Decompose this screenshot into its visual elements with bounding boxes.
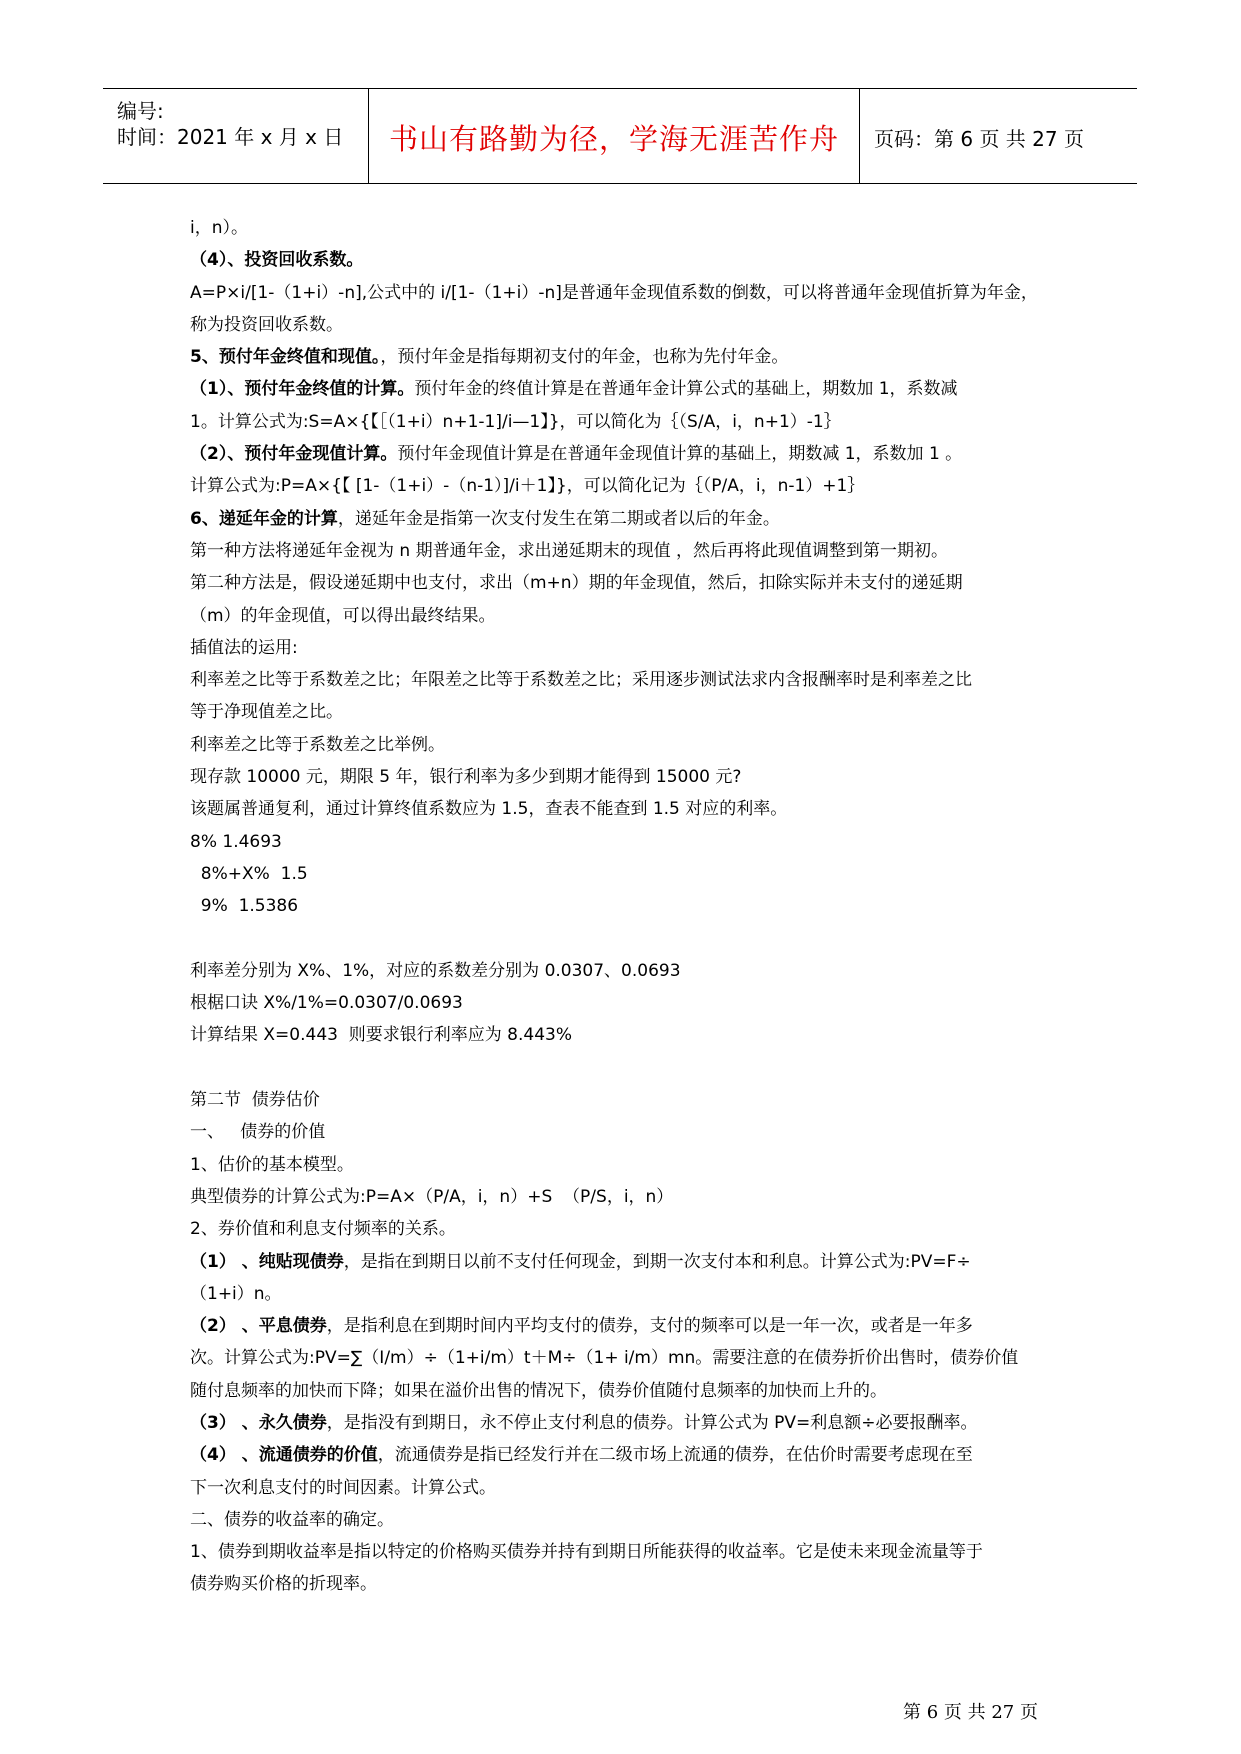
text-line — [190, 406, 1060, 438]
text-line — [190, 1407, 1060, 1439]
text-line — [190, 535, 1060, 567]
bold-heading: （4）、投资回收系数。 — [190, 250, 364, 271]
line-text: 等于净现值差之比。 — [190, 702, 343, 723]
text-line — [190, 1375, 1060, 1407]
line-text: ，是指没有到期日，永不停止支付利息的债券。计算公式为 PV=利息额÷必要报酬率。 — [326, 1412, 978, 1433]
bold-heading: （4） 、流通债券的价值 — [190, 1445, 378, 1466]
text-line — [190, 438, 1060, 470]
text-line — [190, 858, 1060, 890]
line-text: ，递延年金是指第一次支付发生在第二期或者以后的年金。 — [337, 508, 780, 529]
line-text: 8%+X% 1.5 — [190, 863, 308, 884]
line-text: 利率差之比等于系数差之比；年限差之比等于系数差之比；采用逐步测试法求内含报酬率时是利率差之比 — [190, 670, 972, 691]
line-text: 1。计算公式为:S=A×{【［（1+i）n+1-1]/i—1】}，可以简化为｛（S/A，i，n+1）-1｝ — [190, 411, 841, 432]
line-text: 根椐口诀 X%/1%=0.0307/0.0693 — [190, 993, 463, 1014]
text-line — [190, 664, 1060, 696]
line-text: 典型债券的计算公式为:P=A×（P/A，i，n）+S （P/S，i，n） — [190, 1186, 674, 1207]
text-line — [190, 1246, 1060, 1278]
text-line — [190, 826, 1060, 858]
text-line — [190, 212, 1060, 244]
text-line — [190, 277, 1060, 309]
text-line — [190, 1084, 1060, 1116]
document-body — [190, 212, 1060, 1601]
line-text: 1、债券到期收益率是指以特定的价格购买债券并持有到期日所能获得的收益率。它是使未来现金流量等于 — [190, 1542, 983, 1563]
text-line — [190, 729, 1060, 761]
text-line — [190, 309, 1060, 341]
text-line — [190, 1310, 1060, 1342]
text-line — [190, 1181, 1060, 1213]
text-line — [190, 1278, 1060, 1310]
text-line — [190, 244, 1060, 276]
line-text: ，流通债券是指已经发行并在二级市场上流通的债券，在估价时需要考虑现在至 — [377, 1445, 973, 1466]
line-text: 计算结果 X=0.443 则要求银行利率应为 8.443% — [190, 1025, 572, 1046]
line-text: 预付年金现值计算是在普通年金现值计算的基础上，期数减 1，系数加 1 。 — [397, 444, 963, 465]
text-line — [190, 696, 1060, 728]
line-text: i，n）。 — [190, 218, 248, 238]
text-line — [190, 600, 1060, 632]
text-line — [190, 567, 1060, 599]
line-text: 第二节 债券估价 — [190, 1090, 320, 1111]
line-text: 二、债券的收益率的确定。 — [190, 1509, 394, 1530]
text-line — [190, 793, 1060, 825]
line-text: 利率差之比等于系数差之比举例。 — [190, 734, 445, 755]
text-line — [190, 470, 1060, 502]
line-text: ，是指利息在到期时间内平均支付的债券，支付的频率可以是一年一次，或者是一年多 — [326, 1316, 973, 1337]
text-line — [190, 503, 1060, 535]
line-text: 1、估价的基本模型。 — [190, 1154, 354, 1175]
bold-heading: （2） 、平息债券 — [190, 1316, 327, 1337]
motto-text: 书山有路勤为径，学海无涯苦作舟 — [388, 122, 839, 156]
line-text: 一、 债券的价值 — [190, 1122, 326, 1143]
text-line — [190, 1149, 1060, 1181]
line-text: ，预付年金是指每期初支付的年金，也称为先付年金。 — [380, 347, 789, 368]
text-line — [190, 373, 1060, 405]
text-line — [190, 1504, 1060, 1536]
bold-heading: （1） 、纯贴现债券 — [190, 1251, 344, 1272]
text-line — [190, 1472, 1060, 1504]
line-text: 随付息频率的加快而下降；如果在溢价出售的情况下，债券价值随付息频率的加快而上升的。 — [190, 1380, 887, 1401]
header-center-cell — [368, 89, 860, 183]
page-footer: 第 6 页 共 27 页 — [903, 1702, 1038, 1723]
page-info: 页码：第 6 页 共 27 页 — [874, 127, 1084, 151]
text-line — [190, 1439, 1060, 1471]
line-text: ，是指在到期日以前不支付任何现金，到期一次支付本和利息。计算公式为:PV=F÷ — [343, 1251, 971, 1272]
line-text: 该题属普通复利，通过计算终值系数应为 1.5，查表不能查到 1.5 对应的利率。 — [190, 799, 788, 820]
line-text: 计算公式为:P=A×{【 [1-（1+i）-（n-1）]/i＋1】}，可以简化记为｛（P/A，i，n-1）+1｝ — [190, 476, 865, 497]
line-text: 现存款 10000 元，期限 5 年，银行利率为多少到期才能得到 15000 元? — [190, 767, 742, 788]
text-line — [190, 955, 1060, 987]
line-text: 第一种方法将递延年金视为 n 期普通年金，求出递延期末的现值 ，然后再将此现值调整到第一期初。 — [190, 540, 948, 561]
text-line — [190, 341, 1060, 373]
bold-heading: （1）、预付年金终值的计算。 — [190, 379, 415, 400]
header-right-cell — [860, 89, 1137, 183]
blank-line — [190, 1052, 1060, 1084]
line-text: 第二种方法是，假设递延期中也支付，求出（m+n）期的年金现值，然后，扣除实际并未支付的递延期 — [190, 573, 963, 594]
header-table — [103, 88, 1137, 184]
line-text: 债券购买价格的折现率。 — [190, 1574, 377, 1595]
bold-heading: 6、递延年金的计算 — [190, 508, 338, 529]
text-line — [190, 1536, 1060, 1568]
text-line — [190, 1568, 1060, 1600]
bold-heading: （3） 、永久债券 — [190, 1412, 327, 1433]
text-line — [190, 1213, 1060, 1245]
line-text: 称为投资回收系数。 — [190, 314, 343, 335]
line-text: 8% 1.4693 — [190, 831, 282, 852]
line-text: 次。计算公式为:PV=∑（I/m）÷（1+i/m）t＋M÷（1+ i/m）mn。需要注意的在债券折价出售时，债券价值 — [190, 1348, 1019, 1369]
bold-heading: （2）、预付年金现值计算。 — [190, 444, 398, 465]
bold-heading: 5、预付年金终值和现值。 — [190, 347, 381, 368]
text-line — [190, 632, 1060, 664]
text-line — [190, 1019, 1060, 1051]
header-left-cell — [103, 89, 368, 183]
text-line — [190, 987, 1060, 1019]
blank-line — [190, 923, 1060, 955]
line-text: A=P×i/[1-（1+i）-n],公式中的 i/[1-（1+i）-n]是普通年金现值系数的倒数，可以将普通年金现值折算为年金， — [190, 282, 1038, 303]
time-label: 时间：2021 年 x 月 x 日 — [117, 125, 344, 149]
text-line — [190, 1342, 1060, 1374]
text-line — [190, 1116, 1060, 1148]
line-text: 2、券价值和利息支付频率的关系。 — [190, 1219, 456, 1240]
text-line — [190, 890, 1060, 922]
text-line — [190, 761, 1060, 793]
line-text: 利率差分别为 X%、1%，对应的系数差分别为 0.0307、0.0693 — [190, 960, 681, 981]
line-text: 9% 1.5386 — [190, 896, 299, 917]
line-text: 预付年金的终值计算是在普通年金计算公式的基础上，期数加 1，系数减 — [414, 379, 958, 400]
line-text: （1+i）n。 — [190, 1283, 282, 1304]
line-text: （m）的年金现值，可以得出最终结果。 — [190, 605, 496, 626]
line-text: 下一次利息支付的时间因素。计算公式。 — [190, 1477, 496, 1498]
line-text: 插值法的运用: — [190, 637, 298, 658]
serial-label: 编号: — [117, 99, 164, 123]
